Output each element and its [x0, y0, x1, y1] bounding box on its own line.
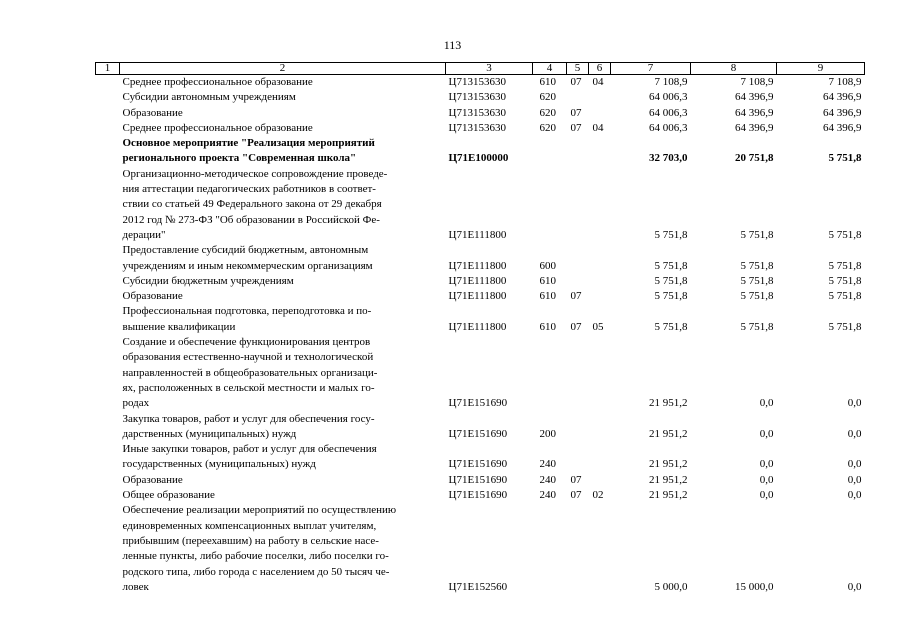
expense-type-cell: [533, 136, 567, 167]
amount-col7-cell: 21 951,2: [649, 397, 688, 410]
expense-type-cell: [533, 503, 567, 595]
amount-col9-cell: 5 751,8: [828, 274, 862, 287]
subsection-cell: [589, 289, 611, 304]
amount-col7-cell: 64 006,3: [649, 121, 688, 134]
amount-col9-cell: 64 396,9: [823, 121, 862, 134]
table-row: [96, 136, 865, 167]
target-code-cell: Ц713153630: [448, 106, 506, 119]
subsection-cell: 02: [592, 489, 604, 502]
table-row: [96, 503, 865, 595]
table-body: [96, 75, 865, 596]
col1-cell: [96, 412, 120, 443]
item-name-cell: [120, 136, 446, 167]
item-name-line: Субсидии бюджетным учреждениям: [122, 274, 294, 287]
item-name-line: прибывшим (переехавшим) на работу в сельские насе-: [122, 534, 379, 547]
item-name-line: 2012 год № 273-ФЗ "Об образовании в Российской Фе-: [122, 213, 380, 226]
amount-col9-cell: 0,0: [847, 458, 862, 471]
item-name-cell: [120, 167, 446, 243]
subsection-cell: [589, 274, 611, 289]
subsection-cell: [589, 335, 611, 411]
table-row: [96, 90, 865, 105]
amount-col7-cell: 5 751,8: [654, 290, 688, 303]
target-code-cell: Ц71Е151690: [448, 489, 508, 502]
section-cell: [567, 243, 589, 274]
amount-col8-cell: 0,0: [759, 489, 774, 502]
budget-table-container: [95, 62, 864, 595]
page-number: 113: [443, 38, 462, 52]
subsection-cell: 04: [592, 76, 604, 88]
item-name-cell: [120, 243, 446, 274]
expense-type-cell: 620: [539, 121, 556, 134]
target-code-cell: Ц71Е151690: [448, 427, 508, 440]
col1-cell: [96, 75, 120, 91]
header-cell: 7: [611, 63, 691, 75]
table-row: [96, 106, 865, 121]
section-cell: 07: [570, 320, 582, 333]
amount-col8-cell: 5 751,8: [740, 290, 774, 303]
amount-col7-cell: 5 000,0: [654, 580, 688, 593]
item-name-cell: [120, 304, 446, 335]
col1-cell: [96, 274, 120, 289]
amount-col8-cell: 7 108,9: [740, 76, 774, 88]
item-name-cell: [120, 503, 446, 595]
section-cell: [567, 503, 589, 595]
amount-col8-cell: 64 396,9: [735, 121, 774, 134]
item-name-line: ленные пункты, либо рабочие поселки, либо поселки го-: [122, 550, 389, 563]
item-name-line: родах: [122, 397, 150, 410]
amount-col8-cell: 0,0: [759, 473, 774, 486]
section-cell: [567, 442, 589, 473]
target-code-cell: Ц71Е111800: [448, 320, 507, 333]
target-code-cell: Ц713153630: [448, 121, 506, 134]
amount-col9-cell: 0,0: [847, 473, 862, 486]
table-row: [96, 488, 865, 503]
col1-cell: [96, 90, 120, 105]
amount-col8-cell: 0,0: [759, 427, 774, 440]
amount-col7-cell: 5 751,8: [654, 259, 688, 272]
col1-cell: [96, 488, 120, 503]
table-row: [96, 75, 865, 91]
header-cell: 2: [120, 63, 446, 75]
target-code-cell: Ц713153630: [448, 76, 506, 88]
expense-type-cell: 620: [539, 106, 556, 119]
item-name-cell: [120, 121, 446, 136]
target-code-cell: Ц71Е151690: [448, 473, 508, 486]
subsection-cell: [589, 90, 611, 105]
item-name-line: Закупка товаров, работ и услуг для обеспечения госу-: [122, 412, 375, 425]
amount-col7-cell: 32 703,0: [649, 152, 688, 165]
col1-cell: [96, 121, 120, 136]
section-cell: 07: [570, 106, 582, 119]
item-name-cell: [120, 488, 446, 503]
section-cell: 07: [570, 473, 582, 486]
amount-col9-cell: 64 396,9: [823, 106, 862, 119]
item-name-line: Образование: [122, 106, 183, 119]
amount-col9-cell: 64 396,9: [823, 91, 862, 104]
expense-type-cell: 610: [539, 290, 556, 303]
item-name-line: ловек: [122, 580, 149, 593]
amount-col8-cell: 20 751,8: [735, 152, 774, 165]
amount-col7-cell: 64 006,3: [649, 106, 688, 119]
section-cell: [567, 167, 589, 243]
target-code-cell: Ц71Е111800: [448, 274, 507, 287]
amount-col7-cell: 21 951,2: [649, 427, 688, 440]
target-code-cell: Ц71Е111800: [448, 228, 507, 241]
section-cell: [567, 274, 589, 289]
amount-col7-cell: 7 108,9: [654, 76, 688, 88]
subsection-cell: [589, 442, 611, 473]
section-cell: 07: [570, 76, 582, 88]
item-name-line: Предоставление субсидий бюджетным, автономным: [122, 244, 369, 257]
target-code-cell: Ц713153630: [448, 91, 506, 104]
table-row: [96, 274, 865, 289]
amount-col9-cell: 5 751,8: [828, 228, 862, 241]
item-name-line: Обеспечение реализации мероприятий по осуществлению: [122, 504, 397, 517]
table-row: [96, 121, 865, 136]
budget-table: [95, 62, 865, 595]
col1-cell: [96, 136, 120, 167]
section-cell: [567, 412, 589, 443]
header-cell: 3: [446, 63, 533, 75]
item-name-line: Субсидии автономным учреждениям: [122, 91, 296, 104]
amount-col9-cell: 0,0: [847, 427, 862, 440]
item-name-line: ях, расположенных в сельской местности и малых го-: [122, 381, 375, 394]
table-row: [96, 167, 865, 243]
item-name-line: Среднее профессиональное образование: [122, 76, 313, 88]
amount-col7-cell: 21 951,2: [649, 458, 688, 471]
expense-type-cell: 240: [539, 458, 556, 471]
table-row: [96, 289, 865, 304]
item-name-line: Общее образование: [122, 489, 215, 502]
item-name-cell: [120, 106, 446, 121]
table-row: [96, 304, 865, 335]
item-name-line: ния аттестации педагогических работников в соответ-: [122, 183, 376, 196]
table-row: [96, 412, 865, 443]
amount-col8-cell: 64 396,9: [735, 106, 774, 119]
expense-type-cell: [533, 335, 567, 411]
item-name-line: Образование: [122, 290, 183, 303]
header-cell: 9: [777, 63, 865, 75]
target-code-cell: Ц71Е111800: [448, 290, 507, 303]
item-name-line: Образование: [122, 473, 183, 486]
item-name-cell: [120, 90, 446, 105]
amount-col7-cell: 5 751,8: [654, 320, 688, 333]
amount-col8-cell: 15 000,0: [735, 580, 774, 593]
amount-col8-cell: 5 751,8: [740, 274, 774, 287]
item-name-line: направленностей в общеобразовательных организаци-: [122, 366, 378, 379]
amount-col9-cell: 5 751,8: [828, 320, 862, 333]
item-name-line: дерации": [122, 228, 166, 241]
table-row: [96, 473, 865, 488]
section-cell: [567, 90, 589, 105]
target-code-cell: Ц71Е151690: [448, 397, 508, 410]
section-cell: 07: [570, 489, 582, 502]
section-cell: 07: [570, 121, 582, 134]
target-code-cell: Ц71Е152560: [448, 580, 508, 593]
item-name-line: регионального проекта "Современная школа": [122, 152, 357, 165]
table-row: [96, 243, 865, 274]
item-name-line: Организационно-методическое сопровождение проведе-: [122, 167, 388, 180]
amount-col7-cell: 5 751,8: [654, 228, 688, 241]
amount-col7-cell: 64 006,3: [649, 91, 688, 104]
table-row: [96, 335, 865, 411]
amount-col9-cell: 5 751,8: [828, 290, 862, 303]
item-name-line: дарственных (муниципальных) нужд: [122, 427, 297, 440]
item-name-line: Среднее профессиональное образование: [122, 121, 313, 134]
item-name-line: вышение квалификации: [122, 320, 236, 333]
amount-col8-cell: 5 751,8: [740, 228, 774, 241]
target-code-cell: Ц71Е100000: [448, 152, 509, 165]
amount-col9-cell: 5 751,8: [828, 259, 862, 272]
item-name-line: Создание и обеспечение функционирования центров: [122, 336, 371, 349]
subsection-cell: [589, 243, 611, 274]
table-row: [96, 442, 865, 473]
section-cell: [567, 136, 589, 167]
section-cell: [567, 335, 589, 411]
item-name-line: ствии со статьей 49 Федерального закона от 29 декабря: [122, 198, 382, 211]
expense-type-cell: 240: [539, 473, 556, 486]
subsection-cell: [589, 136, 611, 167]
item-name-line: родского типа, либо города с населением до 50 тысяч че-: [122, 565, 390, 578]
item-name-line: Иные закупки товаров, работ и услуг для обеспечения: [122, 443, 377, 456]
expense-type-cell: 610: [539, 320, 556, 333]
amount-col9-cell: 0,0: [847, 489, 862, 502]
header-cell: 8: [691, 63, 777, 75]
amount-col9-cell: 5 751,8: [828, 152, 862, 165]
item-name-cell: [120, 75, 446, 91]
target-code-cell: Ц71Е111800: [448, 259, 507, 272]
section-cell: 07: [570, 290, 582, 303]
amount-col8-cell: 5 751,8: [740, 259, 774, 272]
subsection-cell: [589, 412, 611, 443]
expense-type-cell: 610: [539, 274, 556, 287]
amount-col8-cell: 0,0: [759, 397, 774, 410]
amount-col7-cell: 21 951,2: [649, 473, 688, 486]
amount-col9-cell: 0,0: [847, 580, 862, 593]
item-name-line: государственных (муниципальных) нужд: [122, 458, 316, 471]
item-name-line: учреждениям и иным некоммерческим организациям: [122, 259, 373, 272]
subsection-cell: [589, 167, 611, 243]
item-name-cell: [120, 289, 446, 304]
amount-col9-cell: 0,0: [847, 397, 862, 410]
expense-type-cell: 610: [539, 76, 556, 88]
subsection-cell: [589, 473, 611, 488]
col1-cell: [96, 442, 120, 473]
subsection-cell: 04: [592, 121, 604, 134]
header-cell: 6: [589, 63, 611, 75]
amount-col7-cell: 21 951,2: [649, 489, 688, 502]
item-name-cell: [120, 274, 446, 289]
target-code-cell: Ц71Е151690: [448, 458, 508, 471]
item-name-line: Профессиональная подготовка, переподготовка и по-: [122, 305, 372, 318]
col1-cell: [96, 503, 120, 595]
amount-col8-cell: 64 396,9: [735, 91, 774, 104]
amount-col8-cell: 0,0: [759, 458, 774, 471]
item-name-cell: [120, 412, 446, 443]
amount-col9-cell: 7 108,9: [828, 76, 862, 88]
subsection-cell: 05: [592, 320, 604, 333]
item-name-cell: [120, 335, 446, 411]
expense-type-cell: 200: [539, 427, 556, 440]
header-row: [96, 63, 865, 75]
amount-col8-cell: 5 751,8: [740, 320, 774, 333]
col1-cell: [96, 106, 120, 121]
expense-type-cell: 620: [539, 91, 556, 104]
subsection-cell: [589, 503, 611, 595]
amount-col7-cell: 5 751,8: [654, 274, 688, 287]
col1-cell: [96, 243, 120, 274]
col1-cell: [96, 304, 120, 335]
expense-type-cell: 240: [539, 489, 556, 502]
item-name-cell: [120, 473, 446, 488]
expense-type-cell: 600: [539, 259, 556, 272]
col1-cell: [96, 289, 120, 304]
col1-cell: [96, 335, 120, 411]
col1-cell: [96, 167, 120, 243]
expense-type-cell: [533, 167, 567, 243]
header-cell: 1: [96, 63, 120, 75]
item-name-line: единовременных компенсационных выплат учителям,: [122, 519, 377, 532]
item-name-line: Основное мероприятие "Реализация мероприятий: [122, 137, 375, 150]
item-name-cell: [120, 442, 446, 473]
col1-cell: [96, 473, 120, 488]
header-cell: 4: [533, 63, 567, 75]
subsection-cell: [589, 106, 611, 121]
item-name-line: образования естественно-научной и технологической: [122, 351, 374, 364]
header-cell: 5: [567, 63, 589, 75]
